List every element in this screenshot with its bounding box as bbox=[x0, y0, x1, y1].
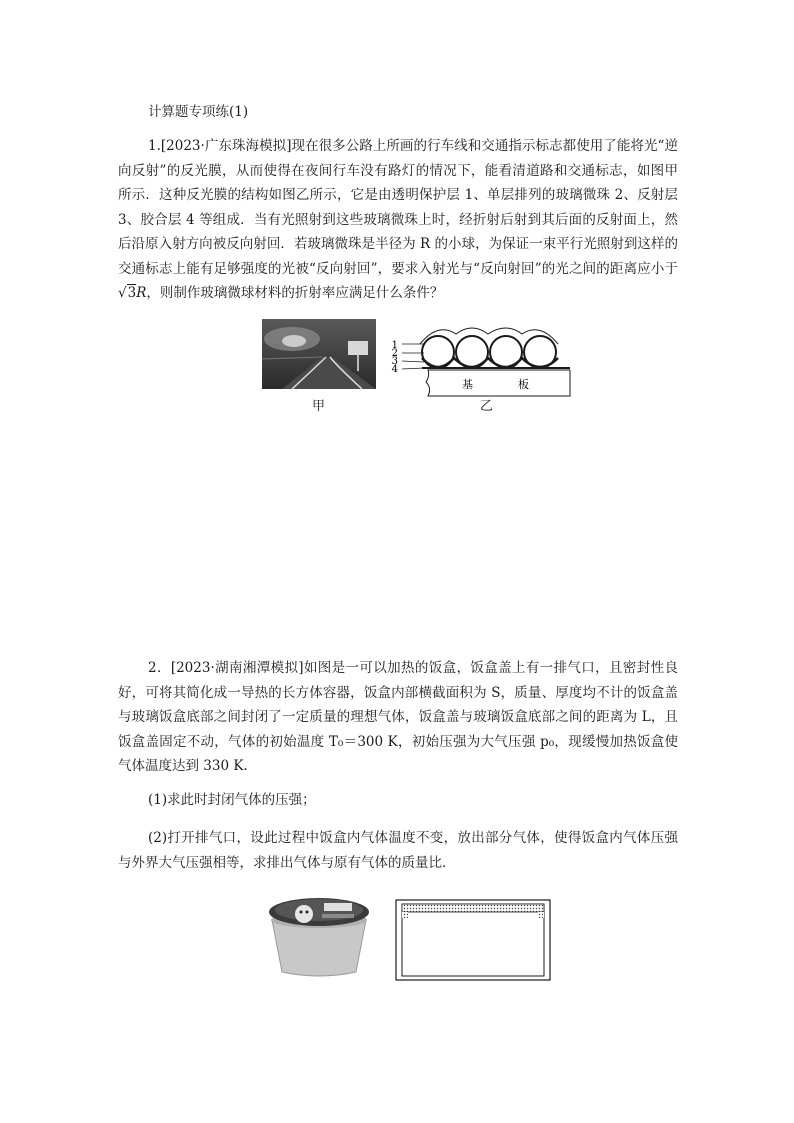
question-2-stem: 2．[2023·湖南湘潭模拟]如图是一可以加热的饭盒，饭盒盖上有一排气口，且密封性良好，可将其简化成一导热的长方体容器，饭盒内部横截面积为 S，质量、厚度均不计的饭盒盖与玻璃饭盒底部之间封闭了一定质量的理想气体，饭盒盖与玻璃饭盒底部之间的距离为 L，且饭盒盖固定不动，气体的初始温度 T₀＝300 K，初始压强为大气压强 p₀，现缓慢加热饭盒使气体温度达到 330 K. bbox=[118, 660, 678, 774]
substrate-label-left: 基 bbox=[462, 378, 473, 391]
night-road-photo bbox=[262, 319, 376, 389]
question-2-text bbox=[118, 656, 678, 779]
layer-label-3: 3 bbox=[391, 356, 398, 367]
question-1-ending: ，则制作玻璃微球材料的折射率应满足什么条件？ bbox=[146, 285, 444, 301]
layer-label-2: 2 bbox=[391, 348, 398, 359]
layer-label-4: 4 bbox=[391, 364, 398, 375]
radius-variable: R bbox=[136, 285, 147, 301]
reflective-film-diagram bbox=[372, 322, 584, 398]
question-2-sub-2 bbox=[118, 826, 678, 875]
container-cross-section-diagram bbox=[394, 898, 554, 982]
layer-label-1: 1 bbox=[391, 340, 398, 351]
lunch-box-photo bbox=[264, 894, 374, 980]
sqrt-symbol: √ bbox=[118, 285, 127, 301]
page-title: 计算题专项练(1) bbox=[148, 104, 249, 120]
figure-jia-caption: 甲 bbox=[312, 399, 326, 414]
question-1-body: 1.[2023·广东珠海模拟]现在很多公路上所画的行车线和交通指示标志都使用了能将光“逆向反射”的反光膜，从而使得在夜间行车没有路灯的情况下，能看清道路和交通标志，如图甲所示．这种反光膜的结构如图乙所示，它是由透明保护层 1、单层排列的玻璃微珠 2、反射层 3、胶合层 4 等组成．当有光照射到这些玻璃微珠上时，经折射后射到其后面的反射面上，然后沿原入射方向被反向射回．若玻璃微珠是半径为 R 的小球，为保证一束平行光照射到这样的交通标志上能有足够强度的光被“反向射回”，要求入射光与“反向射回”的光之间的距离应小于 bbox=[118, 138, 678, 277]
figure-yi-caption: 乙 bbox=[480, 399, 494, 414]
substrate-label-right: 板 bbox=[518, 378, 529, 391]
question-2-sub-2-text: (2)打开排气口，设此过程中饭盒内气体温度不变，放出部分气体，使得饭盒内气体压强与外界大气压强相等，求排出气体与原有气体的质量比． bbox=[118, 830, 678, 871]
sqrt-argument: 3 bbox=[127, 285, 137, 301]
question-2-sub-1: (1)求此时封闭气体的压强； bbox=[148, 792, 316, 808]
question-1-text bbox=[118, 134, 678, 306]
